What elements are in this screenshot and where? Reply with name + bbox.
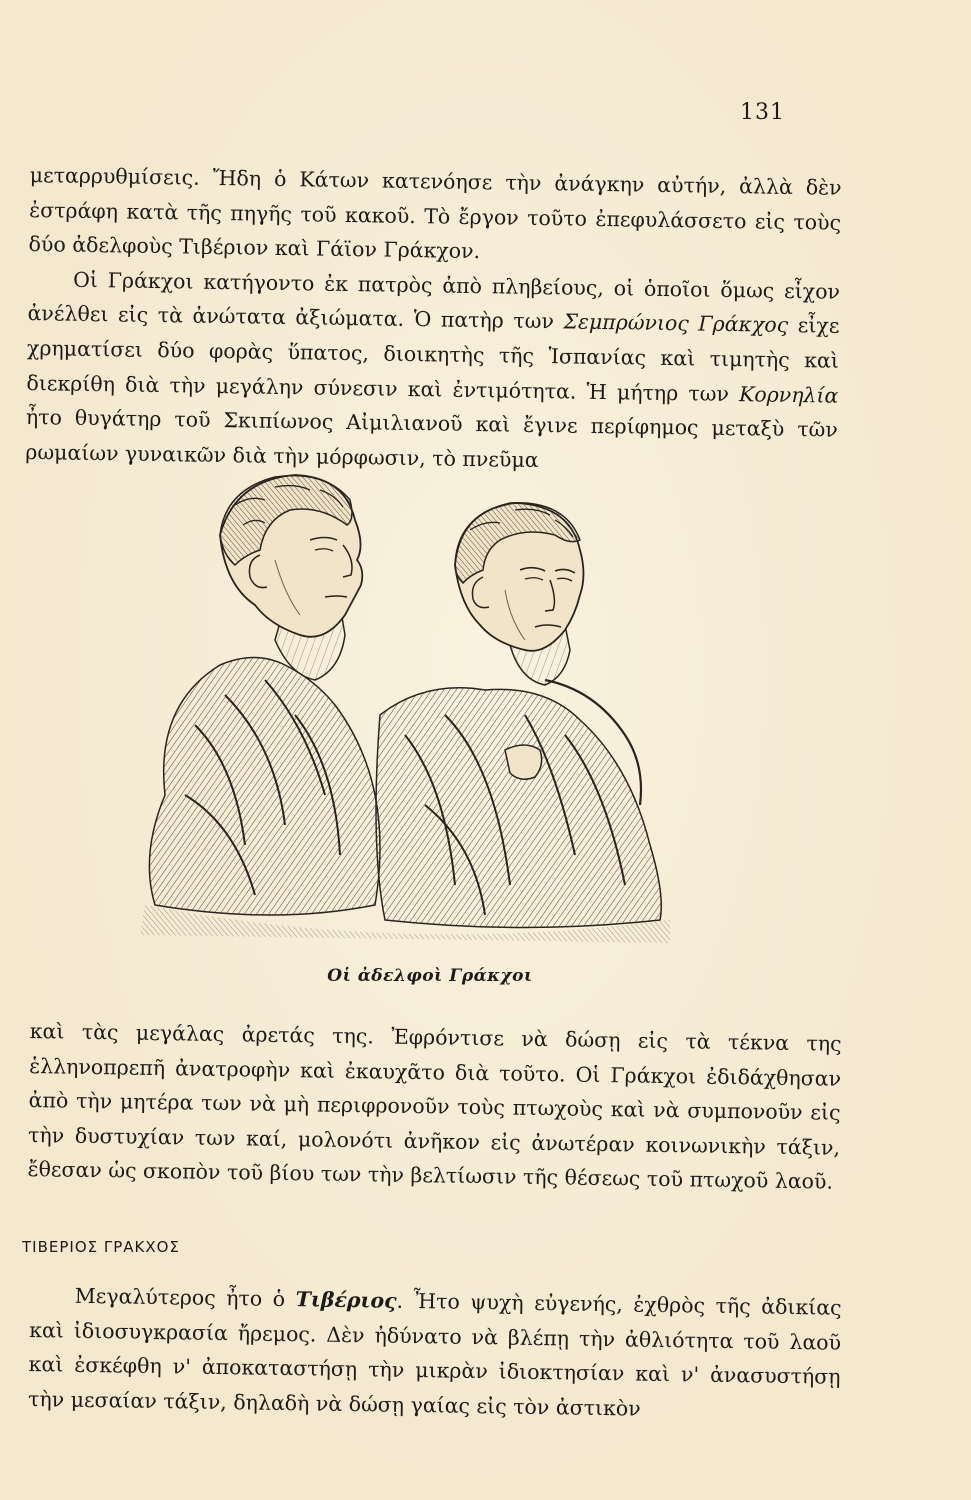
paragraph-2-text-c: ἦτο θυγάτηρ τοῦ Σκιπίωνος Αἰμιλιανοῦ καὶ ἔγινε περίφημος μεταξὺ τῶν ρωμαίων γυναικῶν διὰ τὴν μόρφωσιν, τὸ πνεῦμα	[25, 405, 839, 472]
page-number: 131	[740, 100, 785, 125]
paragraph-2-text-a: Οἱ Γράκχοι κατήγοντο ἐκ πατρὸς ἀπὸ πληβείους, οἱ ὁποῖοι ὅμως εἶχον ἀνέλθει εἰς τὰ ἀνώτατα ἀξιώματα. Ὁ πατὴρ των	[27, 267, 841, 334]
paragraph-gracchi-parents	[25, 262, 840, 482]
mother-name: Κορνηλία	[738, 381, 839, 408]
bottom-text-block	[28, 1278, 842, 1429]
paragraph-continuation	[28, 158, 842, 275]
tiberius-name: Τιβέριος	[295, 1287, 397, 1313]
top-text-block	[25, 158, 842, 482]
figure-caption: Οἱ ἀδελφοὶ Γράκχοι	[327, 966, 533, 986]
paragraph-4-text-a: Μεγαλύτερος ἦτο ὁ	[74, 1283, 296, 1312]
father-name: Σεμπρώνιος Γράκχος	[563, 309, 789, 338]
paragraph-4-text-b: . Ἦτο ψυχὴ εὐγενής, ἐχθρὸς τῆς ἀδικίας καὶ ἰδιοσυγκρασία ἤρεμος. Δὲν ἠδύνατο νὰ βλέπῃ τὴν ἀθλιότητα τοῦ λαοῦ καὶ ἐσκέφθη ν' ἀποκαταστήσῃ τὴν μικρὰν ἰδιοκτησίαν καὶ ν' ἀνασυστήσῃ τὴν μεσαίαν τάξιν, δηλαδὴ νὰ δώσῃ γαίας εἰς τὸν ἀστικὸν	[27, 1288, 842, 1421]
section-heading: ΤΙΒΕΡΙΟΣ ΓΡΑΚΧΟΣ	[22, 1238, 180, 1256]
paragraph-line-2: δὲν ἐστράφη κατὰ τῆς πηγῆς τοῦ κακοῦ. Τὸ ἔργον τοῦτο ἐπεφυλάσσετο	[29, 175, 842, 233]
paragraph-tiberius	[28, 1278, 842, 1429]
middle-text-block	[27, 1014, 842, 1200]
paragraph-line-3: εἰς τοὺς δύο ἀδελφοὺς Τιβέριον καὶ Γάϊον Γράκχον.	[28, 208, 842, 264]
paragraph-line-1: μεταρρυθμίσεις. Ἤδη ὁ Κάτων κατενόησε τὴν ἀνάγκην αὐτήν, ἀλλὰ	[29, 162, 794, 199]
paragraph-upbringing: καὶ τὰς μεγάλας ἀρετάς της. Ἐφρόντισε νὰ δώσῃ εἰς τὰ τέκνα της ἑλληνοπρεπῆ ἀνατροφὴν καὶ ἐκαυχᾶτο διὰ τοῦτο. Οἱ Γράκχοι ἐδιδάχθησαν ἀπὸ τὴν μητέρα των νὰ μὴ περιφρονοῦν τοὺς πτωχοὺς καὶ νὰ συμπονοῦν εἰς τὴν δυστυχίαν των καί, μολονότι ἀνῆκον εἰς ἀνωτέραν κοινωνικὴν τάξιν, ἔθεσαν ὡς σκοπὸν τοῦ βίου των τὴν βελτίωσιν τῆς θέσεως τοῦ πτωχοῦ λαοῦ.	[27, 1018, 842, 1195]
gracchi-brothers-engraving	[125, 465, 690, 950]
paragraph-2-text-b: εἶχε χρηματίσει δύο φορὰς ὕπατος, διοικητὴς τῆς Ἱσπανίας καὶ τιμητὴς καὶ διεκρίθη διὰ τὴν μεγάλην σύνεσιν καὶ ἐντιμότητα. Ἡ μήτηρ των	[26, 313, 840, 406]
